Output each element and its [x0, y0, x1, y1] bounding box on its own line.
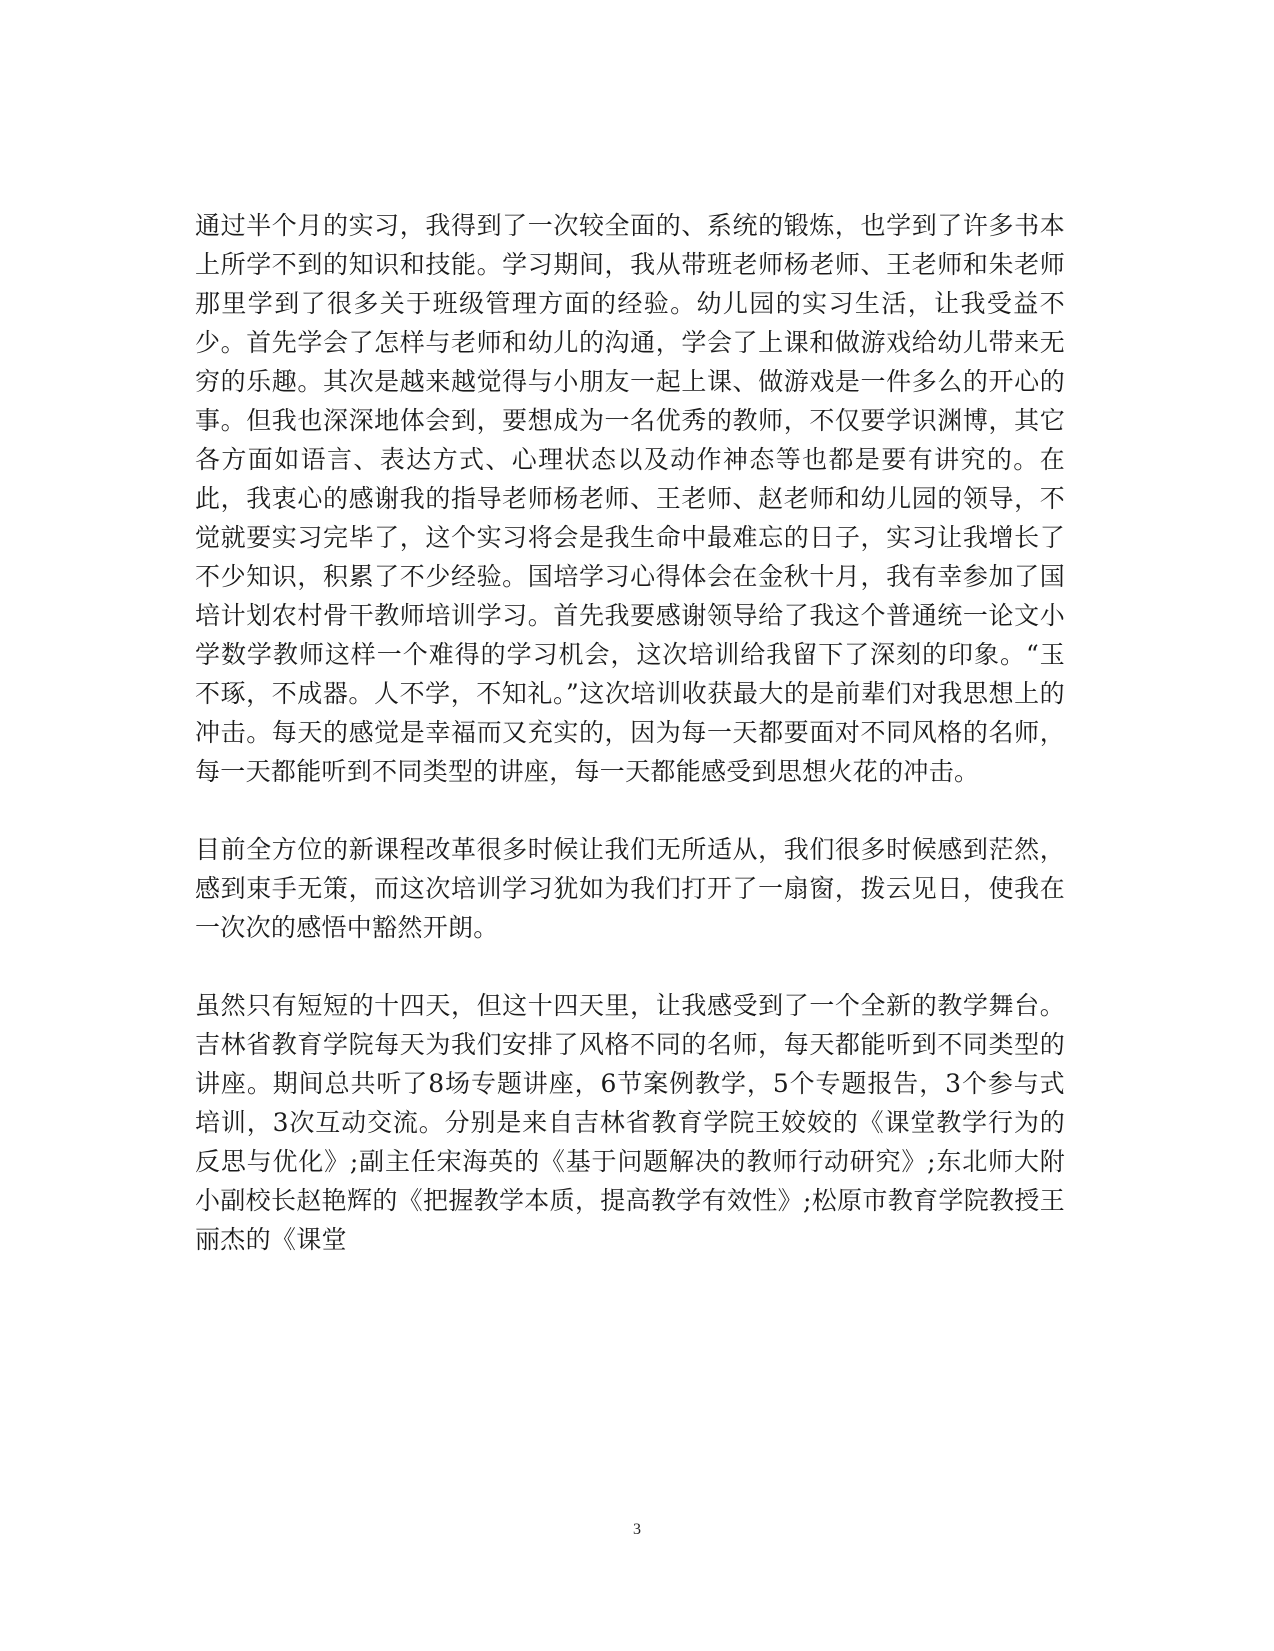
paragraph-internship-reflection: 通过半个月的实习，我得到了一次较全面的、系统的锻炼，也学到了许多书本上所学不到的知识和技能。学习期间，我从带班老师杨老师、王老师和朱老师那里学到了很多关于班级管理方面的经验。幼儿园的实习生活，让我受益不少。首先学会了怎样与老师和幼儿的沟通，学会了上课和做游戏给幼儿带来无穷的乐趣。其次是越来越觉得与小朋友一起上课、做游戏是一件多么的开心的事。但我也深深地体会到，要想成为一名优秀的教师，不仅要学识渊博，其它各方面如语言、表达方式、心理状态以及动作神态等也都是要有讲究的。在此，我衷心的感谢我的指导老师杨老师、王老师、赵老师和幼儿园的领导，不觉就要实习完毕了，这个实习将会是我生命中最难忘的日子，实习让我增长了不少知识，积累了不少经验。国培学习心得体会在金秋十月，我有幸参加了国培计划农村骨干教师培训学习。首先我要感谢领导给了我这个普通统一论文小学数学教师这样一个难得的学习机会，这次培训给我留下了深刻的印象。“玉不琢，不成器。人不学，不知礼。”这次培训收获最大的是前辈们对我思想上的冲击。每天的感觉是幸福而又充实的，因为每一天都要面对不同风格的名师，每一天都能听到不同类型的讲座，每一天都能感受到思想火花的冲击。	[195, 211, 1065, 786]
page-body	[195, 206, 1065, 1259]
page-number: 3	[633, 1521, 641, 1538]
paragraph-training-sessions: 虽然只有短短的十四天，但这十四天里，让我感受到了一个全新的教学舞台。吉林省教育学院每天为我们安排了风格不同的名师，每天都能听到不同类型的讲座。期间总共听了8场专题讲座，6节案例教学，5个专题报告，3个参与式培训，3次互动交流。分别是来自吉林省教育学院王姣姣的《课堂教学行为的反思与优化》;副主任宋海英的《基于问题解决的教师行动研究》;东北师大附小副校长赵艳辉的《把握教学本质，提高教学有效性》;松原市教育学院教授王丽杰的《课堂	[195, 991, 1065, 1254]
paragraph-curriculum-reform: 目前全方位的新课程改革很多时候让我们无所适从，我们很多时候感到茫然，感到束手无策，而这次培训学习犹如为我们打开了一扇窗，拨云见日，使我在一次次的感悟中豁然开朗。	[195, 835, 1065, 942]
